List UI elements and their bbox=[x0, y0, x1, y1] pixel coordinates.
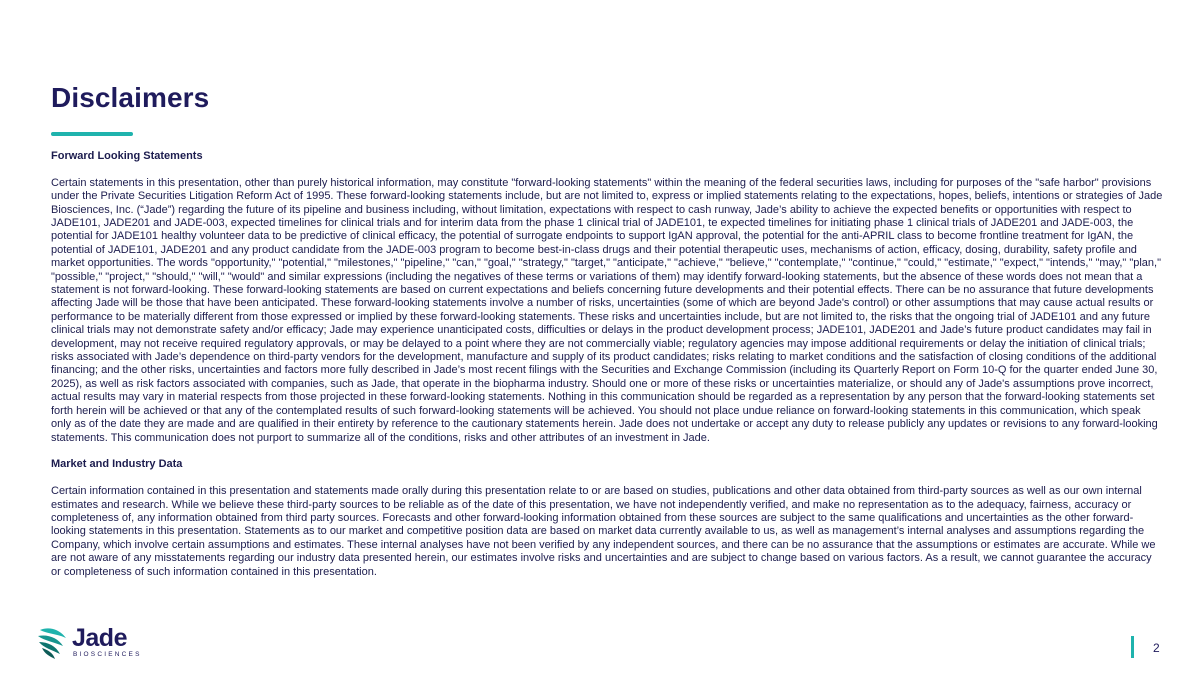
forward-looking-section bbox=[51, 150, 1163, 445]
jade-leaf-logo-icon bbox=[36, 624, 72, 660]
title-underline bbox=[51, 132, 133, 136]
section-heading-market-industry: Market and Industry Data bbox=[51, 458, 183, 471]
jade-biosciences-logo bbox=[36, 624, 142, 664]
forward-looking-body: Certain statements in this presentation, other than purely historical information, may constitute "forward-looking statements" within the meaning of the federal securities laws, including for purposes of the "safe harbor" provisions under the Private Securities Litigation Reform Act of 1995. These forward-looking statements include, but are not limited to, express or implied statements relating to the expectations, hopes, beliefs, intentions or strategies of Jade Biosciences, Inc. (“Jade”) regarding the future of its pipeline and business including, without limitation, expectations with respect to cash runway, Jade’s ability to achieve the expected benefits or opportunities with respect to JADE101, JADE201 and JADE-003, expected timelines for clinical trials and for interim data from the phase 1 clinical trial of JADE101, te expected timelines for initiating phase 1 clinical trials of JADE201 and JADE-003, the potential for JADE101 healthy volunteer data to be predictive of clinical efficacy, the potential of surrogate endpoints to support IgAN approval, the potential for the anti-APRIL class to become frontline treatment for IgAN, the potential of JADE101, JADE201 and any product candidate from the JADE-003 program to become best-in-class drugs and their potential therapeutic uses, mechanisms of action, efficacy, dosing, durability, safety profile and market opportunities. The words "opportunity," "potential," "milestones," "pipeline," "can," "goal," "strategy," "target," "anticipate," "achieve," "believe," "contemplate," "continue," "could," "estimate," "expect," "intends," "may," "plan," "possible," "project," "should," "will," "would" and similar expressions (including the negatives of these terms or variations of them) may identify forward-looking statements, but the absence of these words does not mean that a statement is not forward-looking. These forward-looking statements are based on current expectations and beliefs concerning future developments and their potential effects. There can be no assurance that future developments affecting Jade will be those that have been anticipated. These forward-looking statements involve a number of risks, uncertainties (some of which are beyond Jade's control) or other assumptions that may cause actual results or performance to be materially different from those expressed or implied by these forward-looking statements. These risks and uncertainties include, but are not limited to, the risks that the ongoing trial of JADE101 and any future clinical trials may not demonstrate safety and/or efficacy; Jade may experience unanticipated costs, difficulties or delays in the product development process; JADE101, JADE201 and Jade’s future product candidates may fail in development, may not receive required regulatory approvals, or may be delayed to a point where they are not commercially viable; regulatory agencies may impose additional requirements or delay the initiation of clinical trials; risks associated with Jade’s dependence on third-party vendors for the development, manufacture and supply of its product candidates; risks relating to market conditions and the satisfaction of closing conditions of the additional financing; and the other risks, uncertainties and factors more fully described in Jade’s most recent filings with the Securities and Exchange Commission (including its Quarterly Report on Form 10-Q for the quarter ended June 30, 2025), as well as risk factors associated with companies, such as Jade, that operate in the biopharma industry. Should one or more of these risks or uncertainties materialize, or should any of Jade's assumptions prove incorrect, actual results may vary in material respects from those projected in these forward-looking statements. Nothing in this communication should be regarded as a representation by any person that the forward-looking statements set forth herein will be achieved or that any of the contemplated results of such forward-looking statements will be achieved. You should not place undue reliance on forward-looking statements in this communication, which speak only as of the date they are made and are qualified in their entirety by reference to the cautionary statements herein. Jade does not undertake or accept any duty to release publicly any updates or revisions to any forward-looking statements. This communication does not purport to summarize all of the conditions, risks and other attributes of an investment in Jade. bbox=[51, 176, 1163, 444]
market-industry-section bbox=[51, 458, 1163, 579]
logo-wordmark: Jade bbox=[72, 624, 127, 652]
page-number-divider bbox=[1131, 636, 1134, 658]
section-heading-forward-looking: Forward Looking Statements bbox=[51, 150, 203, 162]
disclaimer-content bbox=[51, 150, 1163, 592]
page-number: 2 bbox=[1153, 641, 1160, 655]
logo-subtitle: BIOSCIENCES bbox=[73, 651, 142, 658]
slide-title: Disclaimers bbox=[51, 82, 210, 113]
market-industry-body: Certain information contained in this presentation and statements made orally during this presentation relate to or are based on studies, publications and other data obtained from third-party sources as well as our own internal estimates and research. While we believe these third-party sources to be reliable as of the date of this presentation, we have not independently verified, and make no representation as to the adequacy, fairness, accuracy or completeness of, any information obtained from third party sources. Forecasts and other forward-looking information obtained from these sources are subject to the same qualifications and uncertainties as the other forward-looking statements in this presentation. Statements as to our market and competitive position data are based on market data currently available to us, as well as management’s internal analyses and assumptions regarding the Company, which involve certain assumptions and estimates. These internal analyses have not been verified by any independent sources, and there can be no assurance that the assumptions or estimates are accurate. While we are not aware of any misstatements regarding our industry data presented herein, our estimates involve risks and uncertainties and are subject to change based on various factors. As a result, we cannot guarantee the accuracy or completeness of such information contained in this presentation. bbox=[51, 485, 1156, 578]
